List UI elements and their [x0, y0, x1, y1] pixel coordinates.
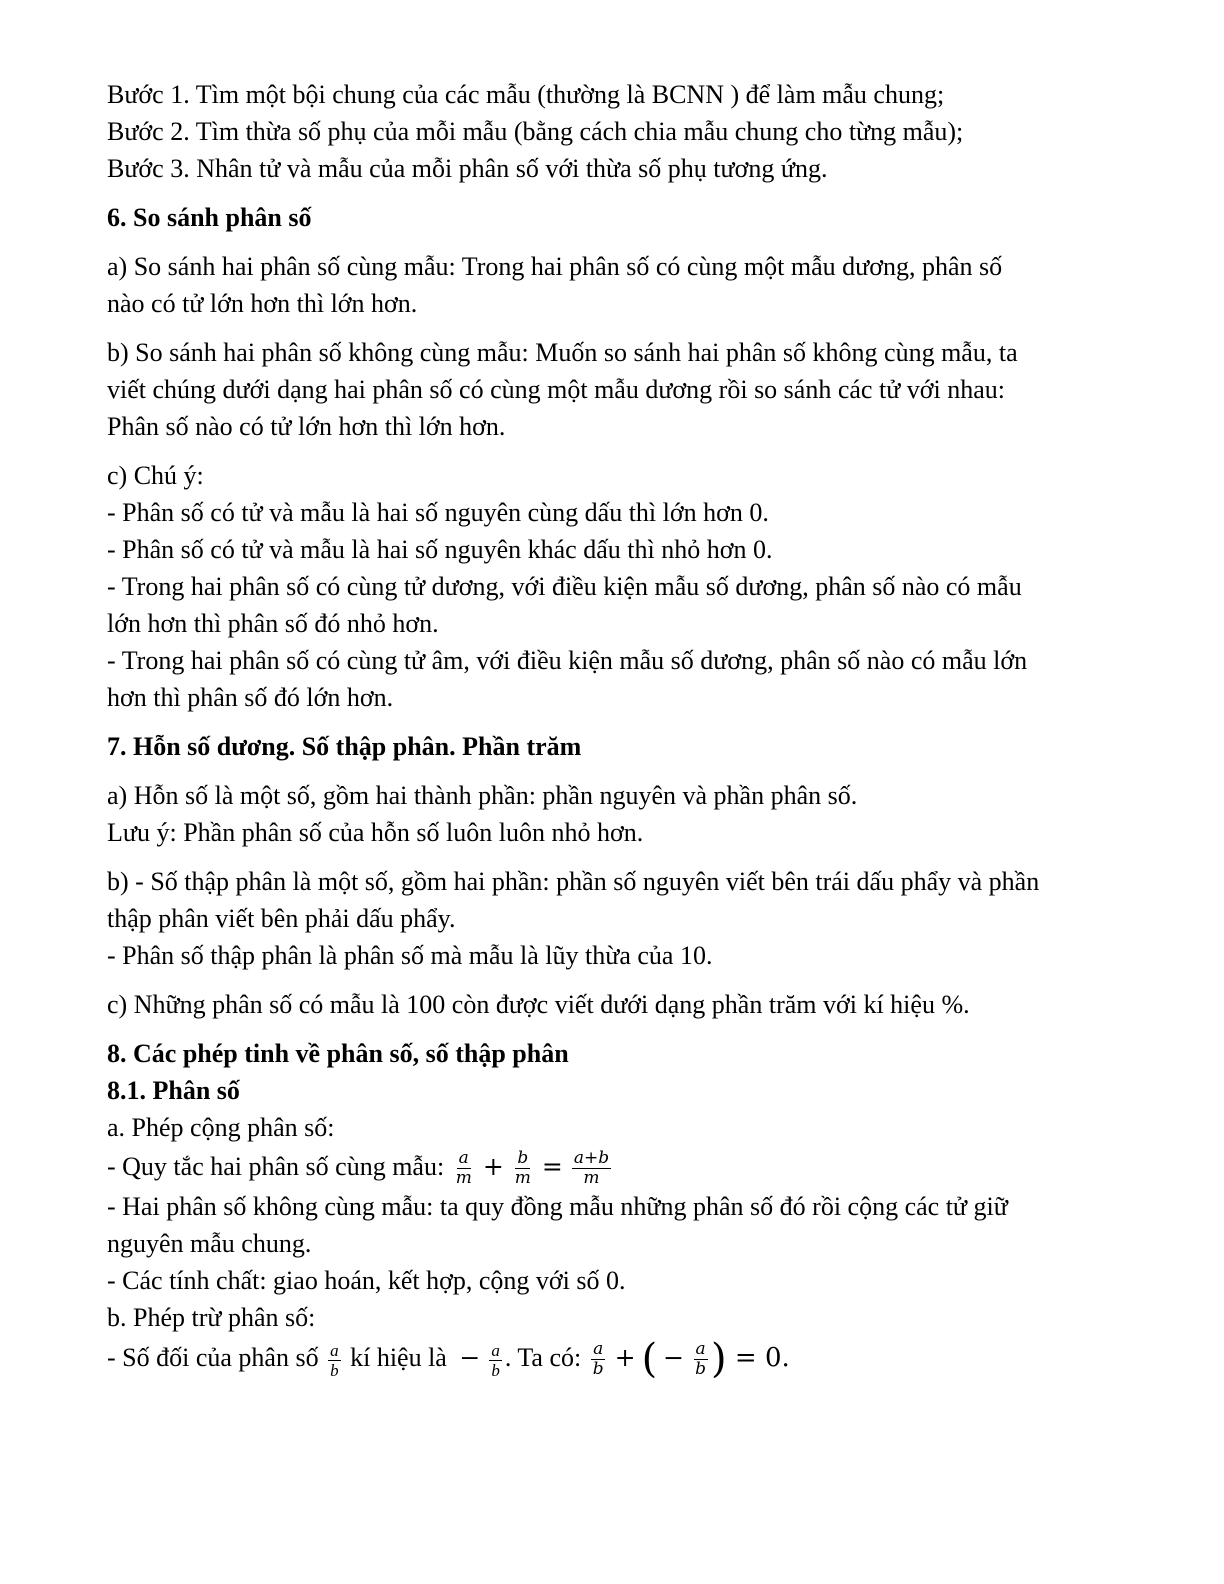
section-7-a	[107, 777, 1117, 851]
text: kí hiệu là	[343, 1343, 454, 1372]
addition-title: a. Phép cộng phân số:	[107, 1113, 335, 1142]
denominator: b	[695, 1358, 707, 1379]
step-3: Bước 3. Nhân tử và mẫu của mỗi phân số với thừa số phụ tương ứng.	[107, 154, 828, 183]
denominator: b	[491, 1360, 500, 1380]
step-1: Bước 1. Tìm một bội chung của các mẫu (thường là BCNN ) để làm mẫu chung;	[107, 80, 945, 109]
text-line: - Trong hai phân số có cùng tử dương, với điều kiện mẫu số dương, phân số nào có mẫu	[107, 572, 1022, 601]
text-line: - Các tính chất: giao hoán, kết hợp, cộng với số 0.	[107, 1266, 626, 1295]
text-line: - Phân số có tử và mẫu là hai số nguyên khác dấu thì nhỏ hơn 0.	[107, 535, 773, 564]
section-7-heading: 7. Hỗn số dương. Số thập phân. Phần trăm	[107, 732, 582, 761]
text-line: Phân số nào có tử lớn hơn thì lớn hơn.	[107, 412, 506, 441]
fraction	[572, 1149, 611, 1188]
text-line: - Trong hai phân số có cùng tử âm, với điều kiện mẫu số dương, phân số nào có mẫu lớn	[107, 646, 1028, 675]
minus-sign: −	[459, 1343, 481, 1372]
section-6-c	[107, 457, 1117, 716]
section-8-heading: 8. Các phép tinh về phân số, số thập phân	[107, 1039, 569, 1068]
addition-formula	[451, 1147, 614, 1188]
denominator: m	[455, 1167, 472, 1188]
numerator: a	[491, 1340, 500, 1360]
text-line: - Hai phân số không cùng mẫu: ta quy đồng mẫu những phân số đó rồi cộng các tử giữ	[107, 1192, 1008, 1221]
fraction	[513, 1149, 533, 1188]
denominator: b	[330, 1360, 339, 1380]
text-line: viết chúng dưới dạng hai phân số có cùng một mẫu dương rồi so sánh các tử với nhau:	[107, 375, 1006, 404]
fraction	[328, 1341, 341, 1380]
text-line: - Phân số có tử và mẫu là hai số nguyên cùng dấu thì lớn hơn 0.	[107, 498, 769, 527]
plus-sign: +	[482, 1152, 504, 1181]
opposite-formula	[588, 1336, 790, 1382]
text-line: c) Chú ý:	[107, 461, 204, 490]
text: - Số đối của phân số	[107, 1343, 326, 1372]
addition-rule-text: - Quy tắc hai phân số cùng mẫu:	[107, 1152, 451, 1181]
text-line: - Phân số thập phân là phân số mà mẫu là lũy thừa của 10.	[107, 941, 713, 970]
text-line: b) - Số thập phân là một số, gồm hai phần: phần số nguyên viết bên trái dấu phẩy và phần	[107, 867, 1040, 896]
addition-rule	[107, 1146, 1117, 1188]
section-6-heading: 6. So sánh phân số	[107, 203, 312, 232]
text-line: nguyên mẫu chung.	[107, 1229, 312, 1258]
numerator: a+b	[573, 1147, 610, 1168]
right-paren: )	[711, 1336, 727, 1382]
text-line: lớn hơn thì phân số đó nhỏ hơn.	[107, 609, 439, 638]
section-7-c: c) Những phân số có mẫu là 100 còn được viết dưới dạng phần trăm với kí hiệu %.	[107, 990, 970, 1019]
section-6-a	[107, 248, 1117, 322]
equals-sign: =	[541, 1152, 563, 1181]
section-6-b	[107, 334, 1117, 445]
fraction	[693, 1340, 708, 1379]
denominator: m	[583, 1167, 600, 1188]
text-line: nào có tử lớn hơn thì lớn hơn.	[107, 289, 418, 318]
text-line: b) So sánh hai phân số không cùng mẫu: Muốn so sánh hai phân số không cùng mẫu, ta	[107, 338, 1018, 367]
text-line: hơn thì phân số đó lớn hơn.	[107, 683, 394, 712]
fraction	[591, 1340, 606, 1379]
plus-sign: +	[614, 1343, 636, 1372]
numerator: a	[458, 1147, 469, 1168]
text-line: a) So sánh hai phân số cùng mẫu: Trong hai phân số có cùng một mẫu dương, phân số	[107, 252, 1003, 281]
subtraction-title: b. Phép trừ phân số:	[107, 1303, 316, 1332]
fraction	[454, 1149, 474, 1188]
text-line: a) Hỗn số là một số, gồm hai thành phần: phần nguyên và phần phân số.	[107, 781, 858, 810]
document-page	[107, 76, 1117, 1380]
text: = 0.	[726, 1343, 790, 1373]
text: . Ta có:	[504, 1343, 588, 1372]
text-line: Lưu ý: Phần phân số của hỗn số luôn luôn nhỏ hơn.	[107, 818, 644, 847]
denominator: m	[514, 1167, 531, 1188]
opposite-rule	[107, 1336, 1117, 1380]
text-line: thập phân viết bên phải dấu phẩy.	[107, 904, 456, 933]
numerator: a	[695, 1338, 706, 1359]
numerator: a	[593, 1338, 604, 1359]
fraction	[489, 1341, 502, 1380]
section-7-b	[107, 863, 1117, 974]
minus-sign: −	[663, 1343, 685, 1372]
section-8-1-heading: 8.1. Phân số	[107, 1076, 240, 1105]
numerator: a	[330, 1340, 339, 1360]
step-2: Bước 2. Tìm thừa số phụ của mỗi mẫu (bằng cách chia mẫu chung cho từng mẫu);	[107, 117, 964, 146]
left-paren: (	[641, 1336, 658, 1382]
denominator: b	[592, 1358, 604, 1379]
numerator: b	[517, 1147, 529, 1168]
